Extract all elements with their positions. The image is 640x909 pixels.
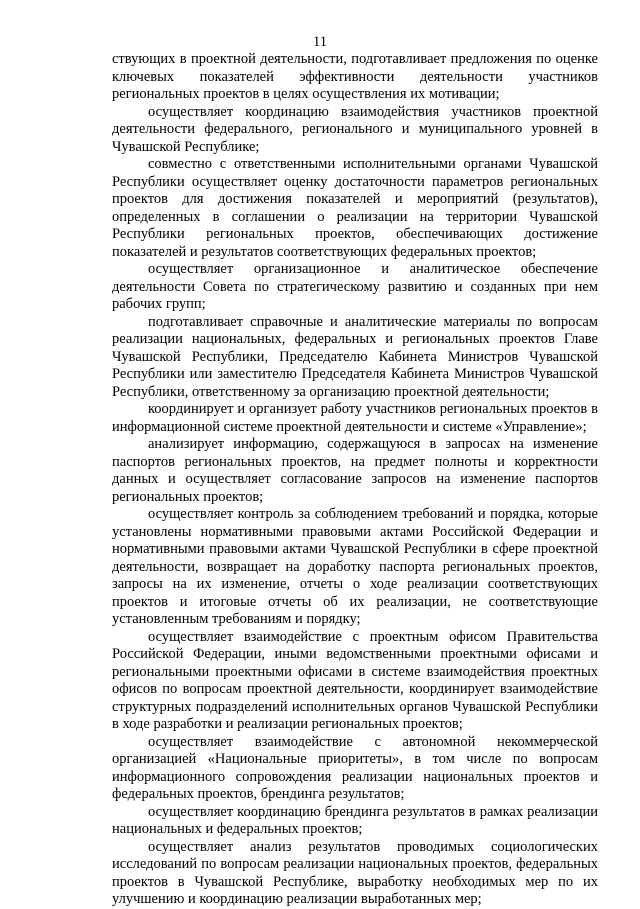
paragraph: анализирует информацию, содержащуюся в запросах на изменение паспортов региональных проектов, на предмет полноты и корректности данных и осуществляет согласование запросов на изменение паспортов региональных проектов; xyxy=(112,436,598,505)
paragraph: подготавливает справочные и аналитические материалы по вопросам реализации национальных, федеральных и региональных проектов Главе Чувашской Республики, Председателю Кабинета Министров Чувашской Республики или заместителю Председателя Кабинета Министров Чувашской Республики, ответственному за организацию проектной деятельности; xyxy=(112,313,598,400)
paragraph: осуществляет контроль за соблюдением требований и порядка, которые установлены нормативными правовыми актами Российской Федерации и нормативными правовыми актами Чувашской Республики в сфере проектной деятельности, возвращает на доработку паспорта региональных проектов, запросы на их изменение, отчеты о ходе реализации соответствующих проектов и итоговые отчеты об их реализации, не соответствующие установленным требованиям и порядку; xyxy=(112,506,598,627)
paragraph: осуществляет взаимодействие с автономной некоммерческой организацией «Национальные приоритеты», в том числе по вопросам информационного сопровождения реализации национальных проектов и федеральных проектов, брендинга результатов; xyxy=(112,733,598,802)
paragraph-continued: ствующих в проектной деятельности, подготавливает предложения по оценке ключевых показателей эффективности деятельности участников региональных проектов в целях осуществления их мотивации; xyxy=(112,51,598,102)
paragraph: координирует и организует работу участников региональных проектов в информационной системе проектной деятельности и системе «Управление»; xyxy=(112,401,598,435)
paragraph: осуществляет координацию взаимодействия участников проектной деятельности федерального, регионального и муниципального уровней в Чувашской Республике; xyxy=(112,103,598,155)
paragraph: осуществляет организационное и аналитическое обеспечение деятельности Совета по стратегическому развитию и созданных при нем рабочих групп; xyxy=(112,261,598,312)
paragraph: осуществляет анализ результатов проводимых социологических исследований по вопросам реализации национальных проектов, федеральных проектов в Чувашской Республике, выработку необходимых мер по их улучшению и координацию реализации выработанных мер; xyxy=(112,838,598,907)
paragraph: осуществляет координацию брендинга результатов в рамках реализации национальных и федеральных проектов; xyxy=(112,803,598,837)
paragraph: совместно с ответственными исполнительными органами Чувашской Республики осуществляет оценку достаточности параметров региональных проектов для достижения показателей и мероприятий (результатов), определенных в соглашении о реализации на территории Чувашской Республики региональных проектов, обеспечивающих достижение показателей и результатов соответствующих федеральных проектов; xyxy=(112,156,598,260)
document-body xyxy=(112,51,598,909)
page-number: 11 xyxy=(313,34,327,50)
paragraph: осуществляет взаимодействие с проектным офисом Правительства Российской Федерации, иными ведомственными проектными офисами и региональными проектными офисами в системе взаимодействия проектных офисов по вопросам проектной деятельности, координирует взаимодействие структурных подразделений исполнительных органов Чувашской Республики в ходе разработки и реализации региональных проектов; xyxy=(112,628,598,732)
